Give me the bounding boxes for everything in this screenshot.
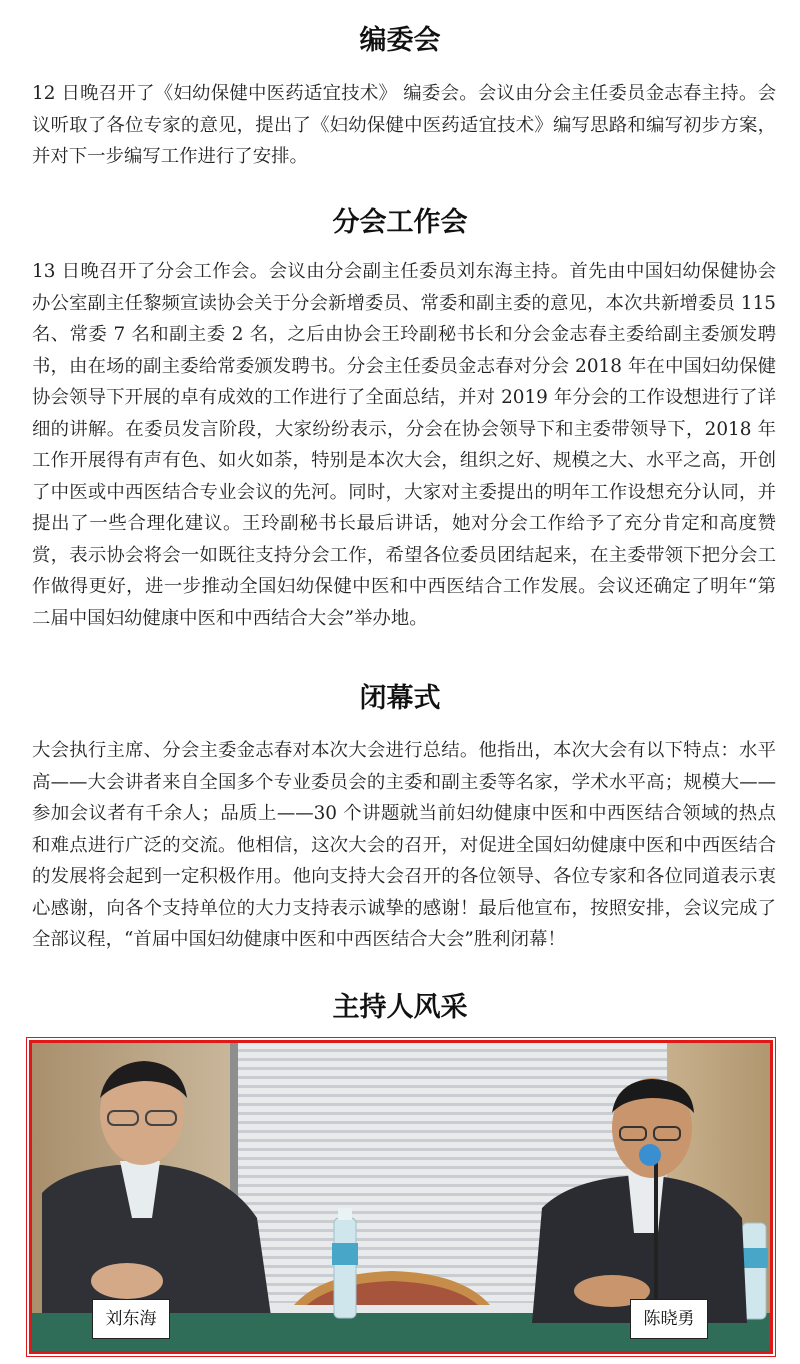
- heading-editorial-board: 编委会: [359, 25, 441, 56]
- paragraph-branch-work-meeting: 13 日晚召开了分会工作会。会议由分会副主任委员刘东海主持。首先由中国妇幼保健协会办公室副主任黎频宣读协会关于分会新增委员、常委和副主委的意见，本次共新增委员 115 名、常委 7 名和副主委 2 名，之后由协会王玲副秘书长和分会金志春主委给副主委颁发聘书，由在场的副主委给常委颁发聘书。分会主任委员金志春对分会 2018 年在中国妇幼保健协会领导下开展的卓有成效的工作进行了全面总结，并对 2019 年分会的工作设想进行了详细的讲解。在委员发言阶段，大家纷纷表示，分会在协会领导下和主委带领导下，2018 年工作开展得有声有色、如火如荼，特别是本次大会，组织之好、规模之大、水平之高，开创了中医或中西医结合专业会议的先河。同时，大家对主委提出的明年工作设想充分认同，并提出了一些合理化建议。王玲副秘书长最后讲话，她对分会工作给予了充分肯定和高度赞赏，表示协会将会一如既往支持分会工作，希望各位委员团结起来，在主委带领下把分会工作做得更好，进一步推动全国妇幼保健中医和中西医结合工作发展。会议还确定了明年“第二届中国妇幼健康中医和中西结合大会”举办地。: [32, 261, 776, 629]
- heading-host-gallery: 主持人风采: [332, 992, 468, 1023]
- hosts-photo: [29, 1040, 773, 1354]
- caption-left-host: 刘东海: [92, 1299, 170, 1339]
- paragraph-closing-ceremony: 大会执行主席、分会主委金志春对本次大会进行总结。他指出，本次大会有以下特点：水平高——大会讲者来自全国多个专业委员会的主委和副主委等名家，学术水平高；规模大——参加会议者有千余人；品质上——30 个讲题就当前妇幼健康中医和中西医结合领域的热点和难点进行广泛的交流。他相信，这次大会的召开，对促进全国妇幼健康中医和中西医结合的发展将会起到一定积极作用。他向支持大会召开的各位领导、各位专家和各位同道表示衷心感谢，向各个支持单位的大力支持表示诚挚的感谢！最后他宣布，按照安排，会议完成了全部议程，“首届中国妇幼健康中医和中西医结合大会”胜利闭幕！: [32, 740, 776, 950]
- paragraph-editorial-board: 12 日晚召开了《妇幼保健中医药适宜技术》 编委会。会议由分会主任委员金志春主持。会议听取了各位专家的意见，提出了《妇幼保健中医药适宜技术》编写思路和编写初步方案，并对下一步编写工作进行了安排。: [32, 83, 776, 167]
- heading-branch-work-meeting: 分会工作会: [332, 207, 468, 238]
- heading-closing-ceremony: 闭幕式: [359, 683, 441, 714]
- caption-right-host: 陈晓勇: [630, 1299, 708, 1339]
